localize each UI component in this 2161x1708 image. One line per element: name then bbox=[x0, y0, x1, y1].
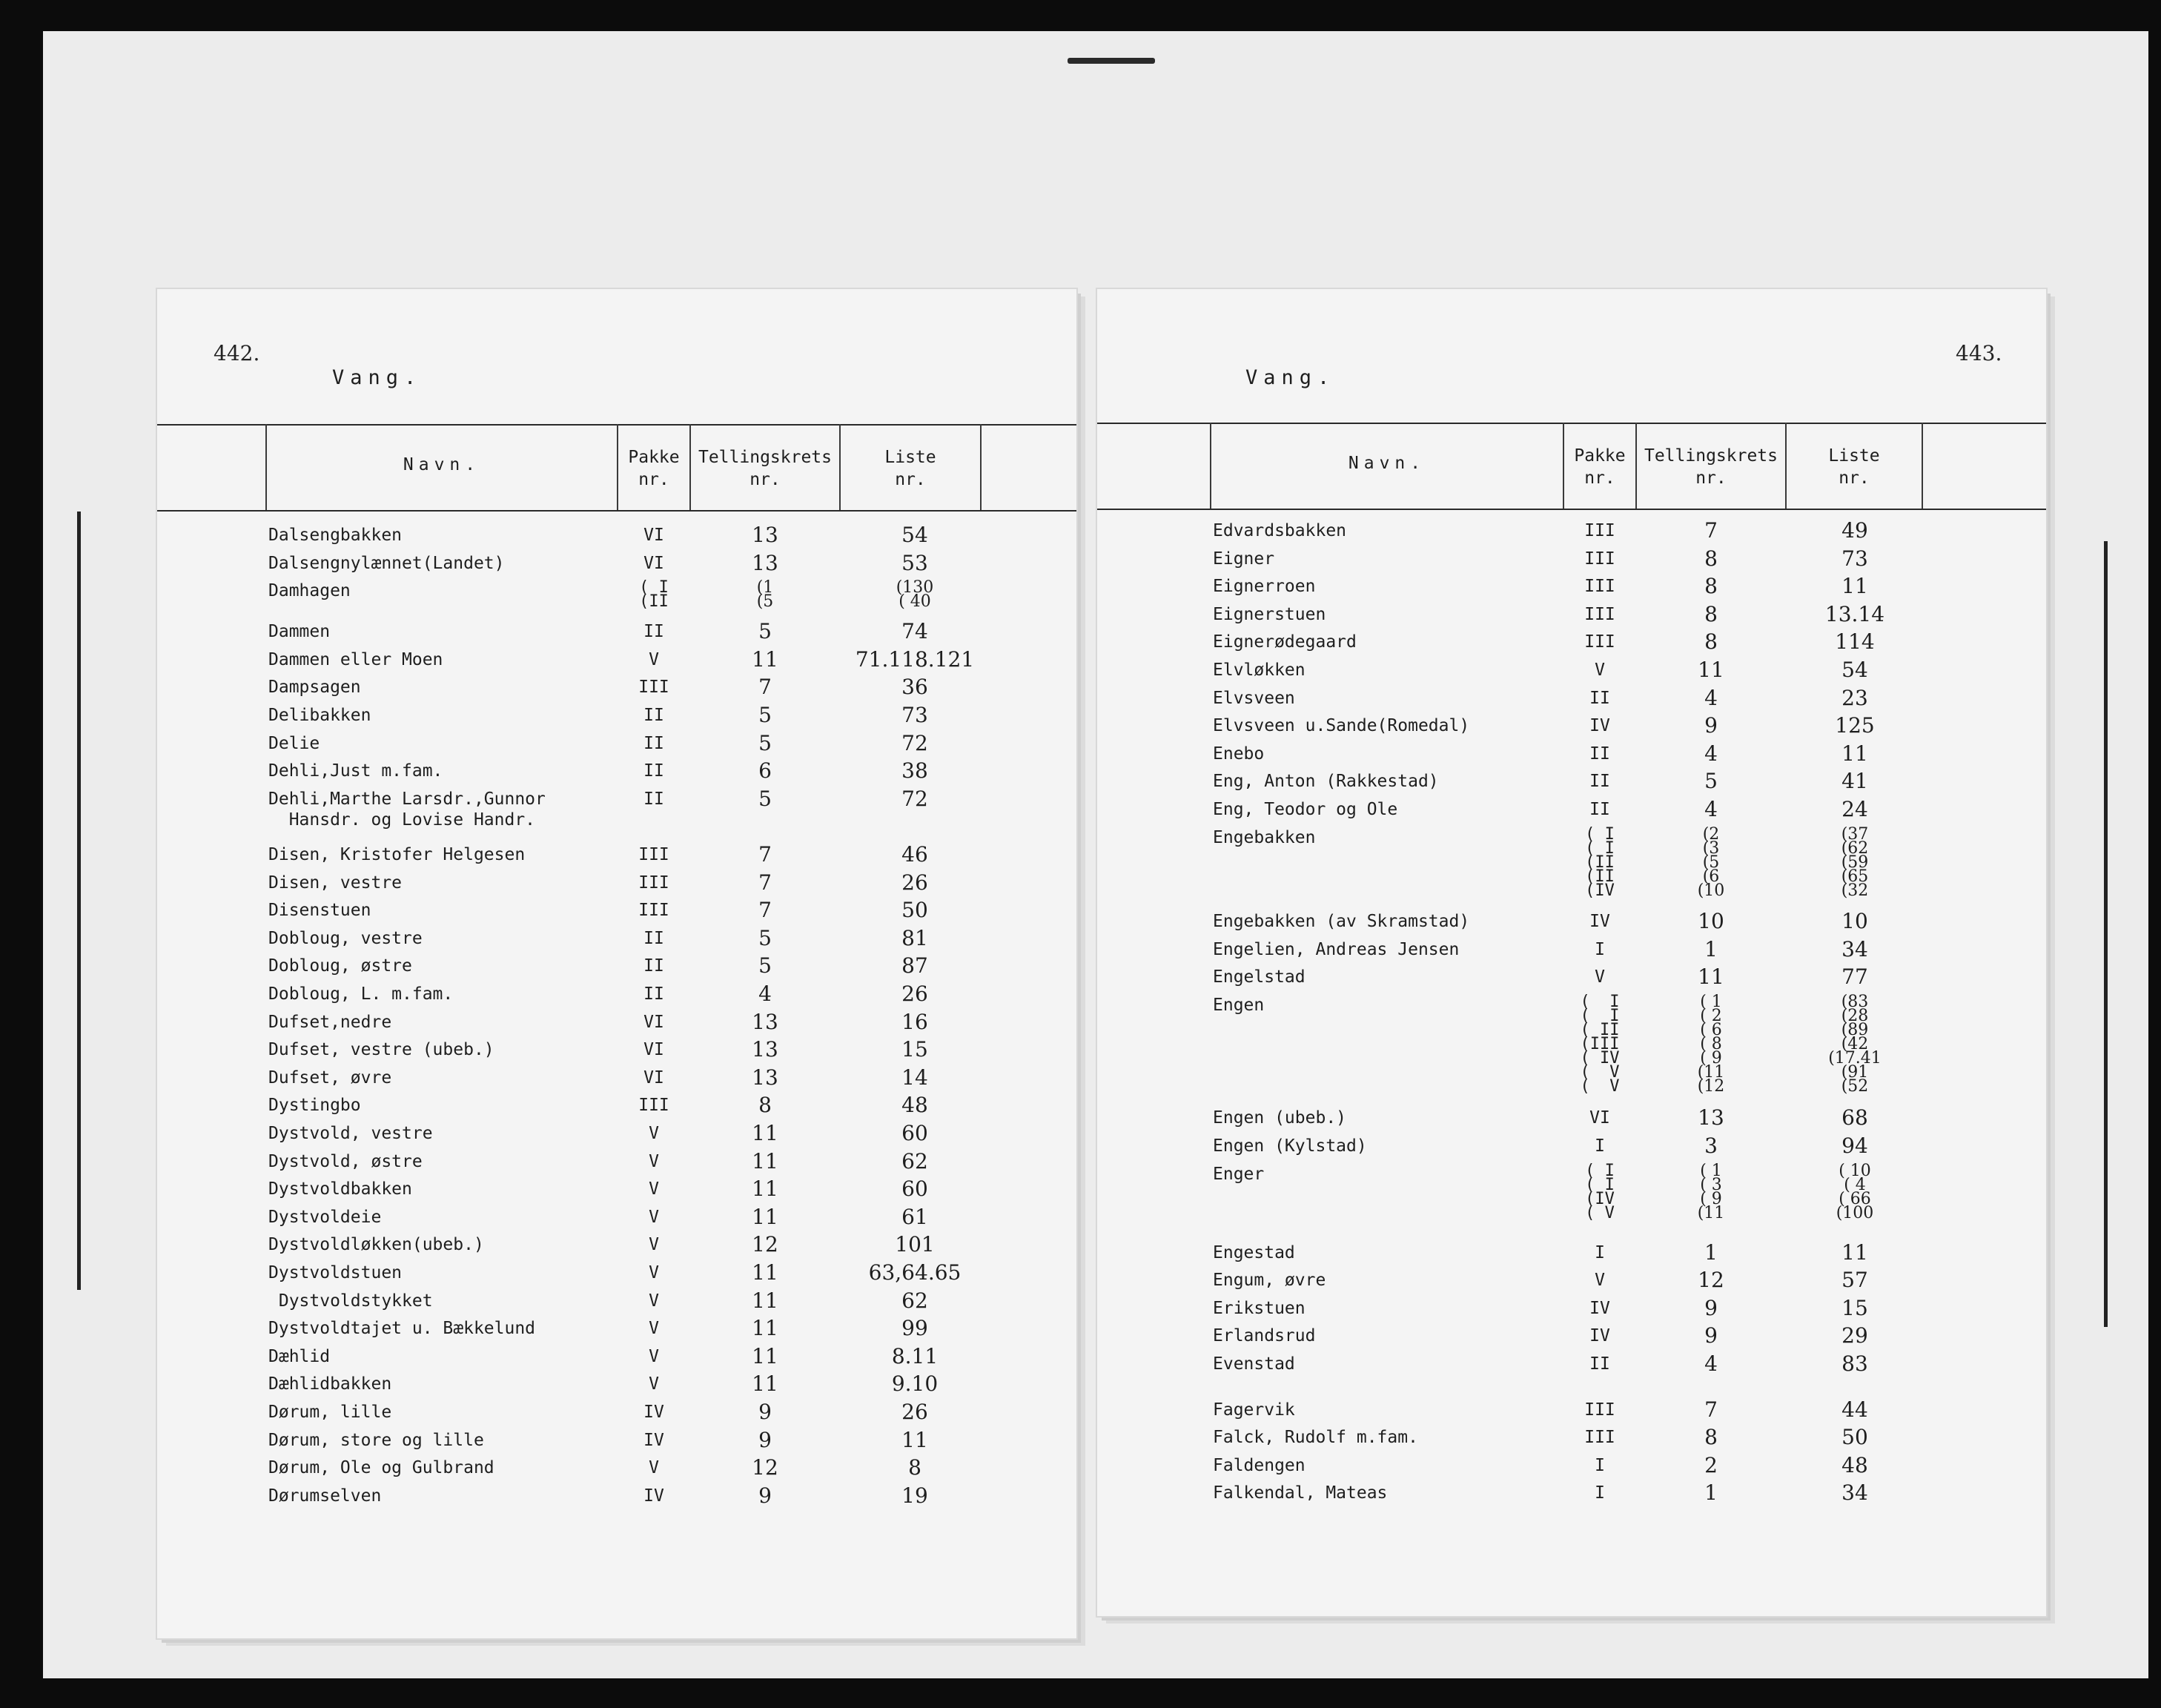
cell-krets: 12 bbox=[1698, 1268, 1724, 1293]
cell-pakke: II bbox=[1589, 772, 1610, 792]
cell-liste: 61 bbox=[901, 1204, 928, 1229]
cell-liste: 8 bbox=[908, 1455, 921, 1480]
cell-liste: 24 bbox=[1841, 797, 1868, 821]
cell-pakke: V bbox=[649, 1207, 659, 1227]
cell-krets: 11 bbox=[752, 1316, 778, 1341]
cell-liste: 68 bbox=[1841, 1105, 1868, 1131]
cell-pakke: III bbox=[1584, 632, 1615, 652]
cell-pakke: II bbox=[643, 928, 664, 948]
cell-pakke: VI bbox=[643, 553, 664, 573]
cell-liste: 57 bbox=[1841, 1268, 1868, 1293]
cell-navn: Engelstad bbox=[1213, 967, 1305, 987]
cell-liste: 50 bbox=[901, 898, 928, 923]
cell-pakke: V bbox=[649, 1151, 659, 1171]
cell-liste: 19 bbox=[901, 1483, 928, 1508]
cell-liste: 46 bbox=[901, 842, 928, 867]
cell-liste: 94 bbox=[1841, 1133, 1868, 1158]
cell-pakke: II bbox=[1589, 688, 1610, 708]
cell-navn: Dufset,nedre bbox=[268, 1012, 392, 1032]
cell-navn: Engen (Kylstad) bbox=[1213, 1136, 1367, 1156]
cell-liste: 99 bbox=[901, 1316, 928, 1341]
cell-liste: 26 bbox=[901, 1400, 928, 1424]
cell-liste: 11 bbox=[1841, 574, 1868, 599]
cell-pakke: III bbox=[638, 901, 669, 921]
header-liste: Liste nr. bbox=[884, 448, 936, 489]
cell-krets: ( 1 ( 2 ( 6 ( 8 ( 9 (11 (12 bbox=[1697, 992, 1725, 1096]
cell-pakke: V bbox=[649, 649, 659, 669]
cell-liste: 34 bbox=[1841, 936, 1868, 961]
cell-pakke: II bbox=[643, 706, 664, 725]
cell-liste: 77 bbox=[1841, 964, 1868, 990]
cell-krets: 4 bbox=[758, 982, 772, 1006]
left-edge-mark bbox=[77, 512, 81, 1290]
header-bottom-rule bbox=[1097, 509, 2046, 510]
cell-pakke: VI bbox=[643, 1040, 664, 1060]
cell-pakke: II bbox=[1589, 800, 1610, 819]
cell-krets: 11 bbox=[752, 1148, 778, 1174]
col-divider bbox=[265, 424, 267, 510]
cell-krets: 8 bbox=[1704, 1425, 1718, 1450]
cell-pakke: IV bbox=[643, 1403, 664, 1422]
cell-krets: 5 bbox=[758, 786, 772, 811]
cell-pakke: I bbox=[1595, 1136, 1605, 1156]
page-number: 443. bbox=[1956, 341, 2002, 365]
cell-liste: 36 bbox=[901, 675, 928, 700]
cell-liste: 9.10 bbox=[891, 1371, 939, 1397]
cell-navn: Dehli,Marthe Larsdr.,Gunnor Hansdr. og Lovise Handr. bbox=[268, 789, 546, 830]
cell-pakke: V bbox=[1595, 967, 1605, 987]
cell-krets: 1 bbox=[1704, 936, 1718, 961]
cell-liste: 60 bbox=[901, 1176, 928, 1202]
cell-navn: Delie bbox=[268, 733, 320, 753]
cell-krets: 8 bbox=[1704, 546, 1718, 571]
cell-navn: Disenstuen bbox=[268, 901, 371, 921]
cell-navn: Eng, Anton (Rakkestad) bbox=[1213, 772, 1439, 792]
cell-navn: Dystvoldeie bbox=[268, 1207, 382, 1227]
cell-pakke: II bbox=[643, 956, 664, 976]
cell-pakke: III bbox=[638, 678, 669, 698]
cell-navn: Dystvoldløkken(ubeb.) bbox=[268, 1235, 484, 1255]
cell-liste: 26 bbox=[901, 870, 928, 895]
cell-pakke: ( I ( I (IV ( V bbox=[1585, 1161, 1615, 1222]
right-edge-mark bbox=[2104, 541, 2108, 1327]
cell-navn: Enebo bbox=[1213, 744, 1265, 764]
cell-navn: Eng, Teodor og Ole bbox=[1213, 800, 1398, 819]
cell-liste: (83 (28 (89 (42 (17.41 (91 (52 bbox=[1828, 992, 1882, 1096]
cell-pakke: I bbox=[1595, 939, 1605, 959]
cell-krets: 5 bbox=[1704, 769, 1718, 794]
cell-liste: 53 bbox=[901, 550, 928, 575]
cell-pakke: III bbox=[1584, 604, 1615, 624]
cell-navn: Dufset, øvre bbox=[268, 1068, 392, 1088]
col-divider bbox=[1922, 423, 1923, 509]
cell-pakke: II bbox=[643, 733, 664, 753]
page-title: Vang. bbox=[1245, 366, 1336, 389]
right-page bbox=[1097, 289, 2046, 1616]
cell-liste: 10 bbox=[1841, 909, 1868, 934]
cell-pakke: II bbox=[1589, 1354, 1610, 1374]
cell-liste: 54 bbox=[1841, 658, 1868, 682]
cell-liste: 72 bbox=[901, 786, 928, 811]
cell-liste: 11 bbox=[1841, 1239, 1868, 1265]
cell-krets: 5 bbox=[758, 703, 772, 727]
cell-navn: Elvløkken bbox=[1213, 661, 1305, 680]
cell-navn: Engestad bbox=[1213, 1242, 1295, 1262]
cell-navn: Falck, Rudolf m.fam. bbox=[1213, 1428, 1418, 1448]
cell-navn: Faldengen bbox=[1213, 1455, 1305, 1475]
cell-krets: 11 bbox=[1698, 658, 1724, 682]
cell-pakke: II bbox=[643, 761, 664, 781]
cell-pakke: VI bbox=[643, 526, 664, 545]
cell-pakke: IV bbox=[1589, 1298, 1610, 1318]
cell-pakke: V bbox=[649, 1346, 659, 1366]
cell-krets: 11 bbox=[752, 1176, 778, 1202]
cell-navn: Eignerødegaard bbox=[1213, 632, 1357, 652]
cell-krets: 7 bbox=[758, 675, 772, 700]
cell-pakke: V bbox=[649, 1263, 659, 1282]
cell-krets: 13 bbox=[752, 550, 778, 575]
header-top-rule bbox=[1097, 423, 2046, 424]
cell-liste: 41 bbox=[1841, 769, 1868, 794]
cell-pakke: III bbox=[638, 873, 669, 893]
cell-pakke: VI bbox=[1589, 1108, 1610, 1128]
cell-pakke: V bbox=[649, 1319, 659, 1339]
cell-pakke: ( I ( I ( II (III ( IV ( V ( V bbox=[1580, 992, 1620, 1096]
cell-pakke: III bbox=[1584, 521, 1615, 540]
cell-krets: 3 bbox=[1704, 1133, 1718, 1158]
cell-navn: Elvsveen bbox=[1213, 688, 1295, 708]
cell-pakke: III bbox=[1584, 577, 1615, 597]
cell-liste: 50 bbox=[1841, 1425, 1868, 1450]
cell-navn: Dørum, Ole og Gulbrand bbox=[268, 1458, 494, 1478]
cell-navn: Dystvoldstykket bbox=[268, 1291, 433, 1311]
cell-liste: 63,64.65 bbox=[868, 1260, 962, 1285]
cell-krets: 7 bbox=[1704, 1397, 1718, 1422]
cell-pakke: V bbox=[649, 1458, 659, 1478]
cell-krets: 7 bbox=[1704, 518, 1718, 543]
cell-pakke: V bbox=[649, 1291, 659, 1311]
cell-krets: 6 bbox=[758, 758, 772, 784]
cell-navn: Engen (ubeb.) bbox=[1213, 1108, 1347, 1128]
cell-pakke: III bbox=[1584, 1428, 1615, 1448]
page-title: Vang. bbox=[332, 366, 423, 389]
cell-liste: 38 bbox=[901, 758, 928, 784]
cell-pakke: ( I ( I (II (II (IV bbox=[1585, 824, 1615, 900]
cell-liste: 15 bbox=[1841, 1295, 1868, 1320]
cell-pakke: ( I (II bbox=[639, 578, 669, 612]
cell-pakke: IV bbox=[1589, 912, 1610, 932]
cell-krets: 10 bbox=[1698, 909, 1724, 934]
cell-navn: Fagervik bbox=[1213, 1400, 1295, 1420]
cell-krets: 11 bbox=[752, 1260, 778, 1285]
cell-krets: 5 bbox=[758, 619, 772, 644]
cell-krets: 11 bbox=[752, 1343, 778, 1368]
cell-krets: 11 bbox=[752, 1371, 778, 1397]
cell-liste: 16 bbox=[901, 1009, 928, 1034]
top-registration-mark bbox=[1068, 58, 1155, 64]
cell-navn: Engebakken (av Skramstad) bbox=[1213, 912, 1470, 932]
cell-pakke: III bbox=[638, 1096, 669, 1116]
cell-navn: Dalsengnylænnet(Landet) bbox=[268, 553, 505, 573]
cell-krets: 2 bbox=[1704, 1452, 1718, 1477]
page-number: 442. bbox=[214, 341, 260, 365]
cell-krets: 8 bbox=[1704, 601, 1718, 626]
cell-krets: 13 bbox=[752, 1065, 778, 1090]
cell-pakke: IV bbox=[643, 1486, 664, 1506]
cell-pakke: V bbox=[649, 1124, 659, 1143]
cell-krets: 13 bbox=[752, 523, 778, 547]
cell-pakke: V bbox=[1595, 661, 1605, 680]
cell-liste: 72 bbox=[901, 730, 928, 755]
cell-liste: 44 bbox=[1841, 1397, 1868, 1422]
cell-krets: 9 bbox=[758, 1427, 772, 1452]
cell-navn: Dystvold, østre bbox=[268, 1151, 423, 1171]
cell-krets: ( 1 ( 3 ( 9 (11 bbox=[1697, 1161, 1725, 1222]
cell-liste: 62 bbox=[901, 1148, 928, 1174]
cell-navn: Enger bbox=[1213, 1164, 1265, 1184]
cell-krets: (1 (5 bbox=[756, 578, 774, 612]
cell-liste: 62 bbox=[901, 1288, 928, 1313]
cell-liste: (130 ( 40 bbox=[896, 578, 934, 612]
cell-liste: 114 bbox=[1835, 629, 1875, 655]
header-tellingskrets: Tellingskrets nr. bbox=[698, 448, 832, 489]
cell-liste: 8.11 bbox=[891, 1343, 939, 1368]
cell-liste: 11 bbox=[901, 1427, 928, 1452]
cell-krets: 4 bbox=[1704, 1351, 1718, 1376]
cell-navn: Disen, Kristofer Helgesen bbox=[268, 845, 526, 864]
cell-liste: 49 bbox=[1841, 518, 1868, 543]
cell-krets: 11 bbox=[752, 1121, 778, 1145]
cell-krets: 4 bbox=[1704, 797, 1718, 821]
cell-navn: Dehli,Just m.fam. bbox=[268, 761, 443, 781]
cell-navn: Evenstad bbox=[1213, 1354, 1295, 1374]
cell-navn: Erikstuen bbox=[1213, 1298, 1305, 1318]
header-navn: Navn. bbox=[403, 455, 481, 474]
cell-pakke: I bbox=[1595, 1455, 1605, 1475]
cell-liste: 34 bbox=[1841, 1480, 1868, 1506]
cell-pakke: V bbox=[649, 1179, 659, 1199]
col-divider bbox=[1210, 423, 1211, 509]
cell-navn: Dørumselven bbox=[268, 1486, 382, 1506]
cell-navn: Engelien, Andreas Jensen bbox=[1213, 939, 1460, 959]
cell-liste: 15 bbox=[901, 1037, 928, 1062]
cell-krets: 11 bbox=[752, 1204, 778, 1229]
cell-krets: 9 bbox=[758, 1400, 772, 1424]
cell-liste: 48 bbox=[901, 1093, 928, 1118]
cell-pakke: IV bbox=[643, 1430, 664, 1450]
cell-krets: 13 bbox=[752, 1037, 778, 1062]
header-liste: Liste nr. bbox=[1828, 446, 1880, 488]
cell-pakke: IV bbox=[1589, 1326, 1610, 1346]
cell-navn: Dystvoldbakken bbox=[268, 1179, 412, 1199]
cell-liste: 73 bbox=[1841, 546, 1868, 571]
col-divider bbox=[980, 424, 982, 510]
cell-liste: 29 bbox=[1841, 1323, 1868, 1348]
cell-pakke: III bbox=[638, 845, 669, 864]
cell-krets: 11 bbox=[1698, 964, 1724, 990]
cell-liste: 54 bbox=[901, 523, 928, 547]
cell-pakke: II bbox=[643, 789, 664, 809]
cell-pakke: II bbox=[643, 984, 664, 1004]
cell-liste: 87 bbox=[901, 953, 928, 979]
cell-liste: 101 bbox=[895, 1232, 935, 1257]
cell-liste: 48 bbox=[1841, 1452, 1868, 1477]
cell-pakke: I bbox=[1595, 1242, 1605, 1262]
cell-liste: 11 bbox=[1841, 741, 1868, 766]
cell-krets: 9 bbox=[1704, 1323, 1718, 1348]
cell-navn: Eignerroen bbox=[1213, 577, 1316, 597]
cell-krets: 5 bbox=[758, 925, 772, 950]
cell-liste: 13.14 bbox=[1824, 601, 1885, 626]
cell-krets: (2 (3 (5 (6 (10 bbox=[1697, 824, 1725, 900]
cell-krets: 7 bbox=[758, 898, 772, 923]
cell-krets: 13 bbox=[752, 1009, 778, 1034]
cell-navn: Dystvoldtajet u. Bækkelund bbox=[268, 1319, 536, 1339]
cell-navn: Dammen eller Moen bbox=[268, 649, 443, 669]
cell-navn: Dørum, store og lille bbox=[268, 1430, 484, 1450]
cell-pakke: IV bbox=[1589, 716, 1610, 736]
cell-navn: Dobloug, L. m.fam. bbox=[268, 984, 454, 1004]
cell-krets: 4 bbox=[1704, 685, 1718, 710]
cell-krets: 5 bbox=[758, 730, 772, 755]
cell-navn: Dampsagen bbox=[268, 678, 361, 698]
cell-navn: Dammen bbox=[268, 622, 331, 642]
header-pakke: Pakke nr. bbox=[628, 448, 680, 489]
cell-navn: Engum, øvre bbox=[1213, 1271, 1326, 1291]
cell-krets: 12 bbox=[752, 1455, 778, 1480]
cell-pakke: V bbox=[649, 1235, 659, 1255]
cell-navn: Erlandsrud bbox=[1213, 1326, 1316, 1346]
cell-navn: Engebakken bbox=[1213, 827, 1316, 847]
cell-krets: 4 bbox=[1704, 741, 1718, 766]
cell-pakke: II bbox=[643, 622, 664, 642]
cell-navn: Dobloug, vestre bbox=[268, 928, 423, 948]
cell-navn: Eigner bbox=[1213, 549, 1275, 569]
cell-navn: Dørum, lille bbox=[268, 1403, 392, 1422]
cell-navn: Dufset, vestre (ubeb.) bbox=[268, 1040, 494, 1060]
cell-navn: Dæhlidbakken bbox=[268, 1374, 392, 1394]
cell-navn: Dobloug, østre bbox=[268, 956, 412, 976]
cell-navn: Edvardsbakken bbox=[1213, 521, 1347, 540]
cell-liste: 14 bbox=[901, 1065, 928, 1090]
header-navn: Navn. bbox=[1348, 454, 1426, 473]
left-page bbox=[157, 289, 1076, 1638]
cell-krets: 7 bbox=[758, 842, 772, 867]
cell-liste: 125 bbox=[1835, 713, 1875, 738]
cell-navn: Elvsveen u.Sande(Romedal) bbox=[1213, 716, 1470, 736]
cell-pakke: VI bbox=[643, 1068, 664, 1088]
cell-krets: 9 bbox=[758, 1483, 772, 1508]
cell-navn: Falkendal, Mateas bbox=[1213, 1483, 1388, 1503]
cell-liste: 81 bbox=[901, 925, 928, 950]
cell-liste: 73 bbox=[901, 703, 928, 727]
cell-navn: Dæhlid bbox=[268, 1346, 331, 1366]
header-tellingskrets: Tellingskrets nr. bbox=[1644, 446, 1778, 488]
cell-krets: 1 bbox=[1704, 1239, 1718, 1265]
cell-pakke: V bbox=[1595, 1271, 1605, 1291]
cell-liste: 83 bbox=[1841, 1351, 1868, 1376]
cell-krets: 7 bbox=[758, 870, 772, 895]
cell-pakke: III bbox=[1584, 549, 1615, 569]
cell-krets: 1 bbox=[1704, 1480, 1718, 1506]
header-pakke: Pakke nr. bbox=[1574, 446, 1626, 488]
cell-pakke: I bbox=[1595, 1483, 1605, 1503]
cell-pakke: III bbox=[1584, 1400, 1615, 1420]
cell-liste: (37 (62 (59 (65 (32 bbox=[1841, 824, 1869, 900]
cell-krets: 9 bbox=[1704, 1295, 1718, 1320]
cell-liste: 26 bbox=[901, 982, 928, 1006]
cell-krets: 12 bbox=[752, 1232, 778, 1257]
cell-pakke: VI bbox=[643, 1012, 664, 1032]
cell-krets: 11 bbox=[752, 1288, 778, 1313]
cell-krets: 13 bbox=[1698, 1105, 1724, 1131]
cell-liste: ( 10 ( 4 ( 66 (100 bbox=[1836, 1161, 1874, 1222]
cell-navn: Dalsengbakken bbox=[268, 526, 403, 545]
cell-krets: 11 bbox=[752, 646, 778, 672]
cell-navn: Disen, vestre bbox=[268, 873, 403, 893]
cell-liste: 71.118.121 bbox=[855, 646, 975, 672]
cell-liste: 23 bbox=[1841, 685, 1868, 710]
cell-pakke: V bbox=[649, 1374, 659, 1394]
cell-krets: 8 bbox=[1704, 574, 1718, 599]
cell-navn: Eignerstuen bbox=[1213, 604, 1326, 624]
cell-pakke: II bbox=[1589, 744, 1610, 764]
cell-krets: 5 bbox=[758, 953, 772, 979]
cell-navn: Delibakken bbox=[268, 706, 371, 725]
header-bottom-rule bbox=[157, 510, 1076, 512]
cell-navn: Dystvoldstuen bbox=[268, 1263, 403, 1282]
cell-liste: 74 bbox=[901, 619, 928, 644]
cell-krets: 8 bbox=[1704, 629, 1718, 655]
cell-liste: 60 bbox=[901, 1121, 928, 1145]
cell-navn: Dystvold, vestre bbox=[268, 1124, 433, 1143]
cell-navn: Damhagen bbox=[268, 581, 351, 601]
cell-krets: 9 bbox=[1704, 713, 1718, 738]
cell-navn: Dystingbo bbox=[268, 1096, 361, 1116]
cell-navn: Engen bbox=[1213, 995, 1265, 1015]
cell-krets: 8 bbox=[758, 1093, 772, 1118]
